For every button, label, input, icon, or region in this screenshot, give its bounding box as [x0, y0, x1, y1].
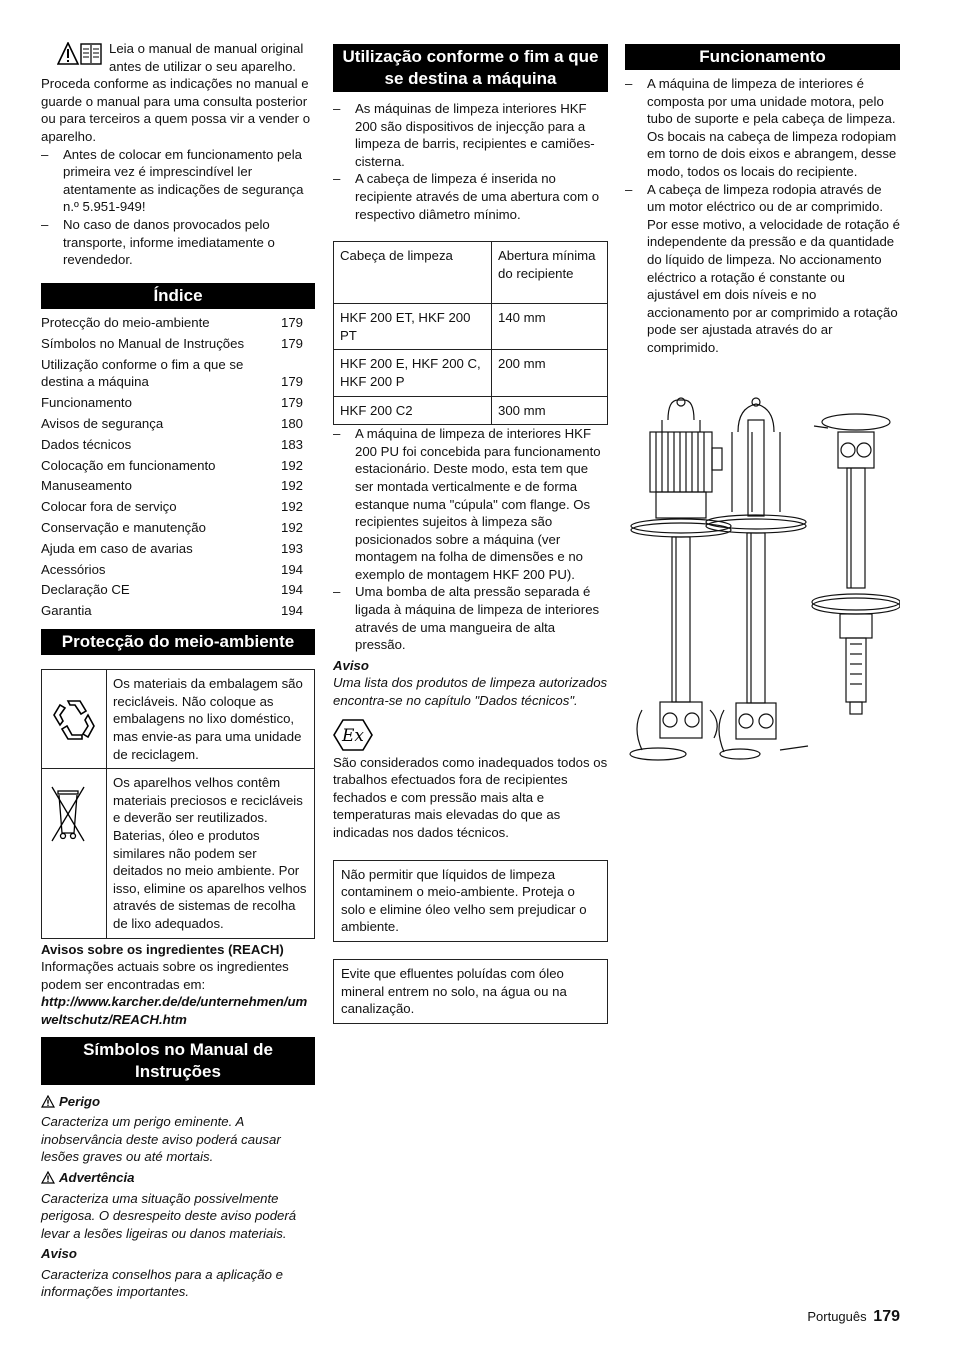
toc-row[interactable]: [41, 600, 315, 621]
intended-use-list-2: [333, 425, 608, 654]
machine-stationary: [812, 414, 900, 714]
toc-title: Utilização conforme o fim a que se destina a máquina: [41, 356, 244, 390]
function-list: [625, 75, 900, 357]
table-cell: HKF 200 E, HKF 200 C, HKF 200 P: [334, 350, 492, 396]
column-1: [41, 40, 315, 1301]
toc-page: 192: [281, 519, 304, 535]
note-label: Aviso: [333, 657, 369, 673]
list-item: – A cabeça de limpeza rodopia através de um motor eléctrico ou de ar comprimido. Por esse motivo, a velocidade de rotação é independente da pressão e da quantidade do líquido de limpeza. No accionamento eléctrico a rotação é constante ou ajustável em dois níveis e no accionamento por ar comprimido a rotação pode ser ajustada através do ar comprimido.: [625, 181, 900, 357]
table-cell: HKF 200 C2: [334, 396, 492, 425]
recycle-icon-cell: [42, 670, 107, 769]
toc-title: Dados técnicos: [41, 436, 132, 452]
symbols-heading: Símbolos no Manual de Instruções: [41, 1037, 315, 1085]
toc-title: Avisos de segurança: [41, 416, 164, 432]
machine-motor-driven: [630, 398, 731, 760]
disposal-text: Os aparelhos velhos contêm materiais preciosos e recicláveis e deverão ser reutilizados. Baterias, óleo e produtos similares não podem ser deitados no meio ambiente. Por isso, elimine os aparelhos velhos através de sistemas de recolha de lixo adequados.: [107, 769, 315, 938]
list-item: – No caso de danos provocados pelo transporte, informe imediatamente o revendedor.: [41, 216, 315, 269]
table-header-cell: Abertura mínima do recipiente: [492, 242, 608, 304]
toc-row[interactable]: [41, 393, 315, 414]
reach-title: Avisos sobre os ingredientes (REACH): [41, 941, 284, 957]
table-cell: HKF 200 ET, HKF 200 PT: [334, 304, 492, 350]
table-header-cell: Cabeça de limpeza: [334, 242, 492, 304]
index-heading: Índice: [41, 283, 315, 309]
toc-page: 183: [281, 436, 304, 452]
toc-page: 192: [281, 478, 304, 494]
list-item: – A máquina de limpeza de interiores é composta por uma unidade motora, pelo tubo de suporte e pela cabeça de limpeza. Os bocais na cabeça de limpeza rodopiam em torno de dois eixos e abrangem, desse modo, todos os locais do recipiente.: [625, 75, 900, 181]
column-2: [333, 44, 608, 1024]
intended-use-heading: Utilização conforme o fim a que se destina a máquina: [333, 44, 608, 92]
environment-table: [41, 669, 315, 938]
environment-heading: Protecção do meio-ambiente: [41, 629, 315, 655]
toc-title: Funcionamento: [41, 395, 132, 411]
list-item: – A cabeça de limpeza é inserida no recipiente através de uma abertura com o respectivo diâmetro mínimo.: [333, 170, 608, 223]
note-text: Uma lista dos produtos de limpeza autorizados encontra-se no capítulo "Dados técnicos".: [333, 675, 608, 709]
intro-block: [41, 40, 315, 146]
warning-icon: [41, 1171, 55, 1184]
toc-page: 179: [281, 374, 304, 390]
notice-text: Evite que efluentes poluídas com óleo mineral entrem no solo, na água ou na canalização.: [341, 965, 567, 1017]
recycle-text: Os materiais da embalagem são recicláveis. Não coloque as embalagens no lixo doméstico, mas envie-as para uma unidade de reciclagem.: [107, 670, 315, 769]
toc-page: 194: [281, 582, 304, 598]
toc-row[interactable]: [41, 434, 315, 455]
danger-icon: [41, 1095, 55, 1108]
intro-list: [41, 146, 315, 269]
machine-air-driven: [706, 398, 808, 759]
crossed-bin-icon: [48, 783, 88, 845]
toc-page: 192: [281, 499, 304, 515]
machine-illustration: [628, 392, 900, 772]
toc-row[interactable]: [41, 559, 315, 580]
toc-page: 180: [281, 416, 304, 432]
table-cell: 300 mm: [492, 396, 608, 425]
table-row: [42, 670, 315, 769]
warning-heading: [41, 1169, 315, 1187]
oil-notice-box: [333, 959, 608, 1024]
warning-book-icons: [57, 42, 103, 66]
reach-link[interactable]: http://www.karcher.de/de/unternehmen/umweltschutz/REACH.htm: [41, 994, 308, 1027]
toc-row[interactable]: [41, 354, 315, 392]
toc-page: 194: [281, 561, 304, 577]
intended-use-list: [333, 100, 608, 223]
ex-text: São considerados como inadequados todos os trabalhos efectuados fora de recipientes fechados e com pressão mais alta e temperaturas mais elevadas do que as indicadas nos dados técnicos.: [333, 754, 608, 840]
page-footer: [807, 1308, 900, 1326]
toc-row[interactable]: [41, 580, 315, 601]
toc-row[interactable]: [41, 455, 315, 476]
toc-page: 179: [281, 336, 304, 352]
toc-title: Colocação em funcionamento: [41, 457, 216, 473]
toc-title: Protecção do meio-ambiente: [41, 315, 210, 331]
ex-symbol-icon: [333, 718, 608, 752]
toc-title: Acessórios: [41, 561, 106, 577]
toc-row[interactable]: [41, 334, 315, 355]
intro-text: Leia o manual de manual original antes de utilizar o seu aparelho. Proceda conforme as indicações no manual e guarde o manual para uma consulta posterior ou para terceiros a quem possa vir a vender o aparelho.: [41, 41, 311, 144]
toc-title: Símbolos no Manual de Instruções: [41, 336, 245, 352]
recycle-icon: [48, 693, 100, 745]
table-row: [42, 769, 315, 938]
toc-title: Ajuda em caso de avarias: [41, 540, 193, 556]
note-label: Aviso: [41, 1246, 77, 1262]
toc-title: Manuseamento: [41, 478, 132, 494]
bin-icon-cell: [42, 769, 107, 938]
footer-language: Português: [807, 1309, 867, 1324]
toc-title: Colocar fora de serviço: [41, 499, 177, 515]
toc-row[interactable]: [41, 476, 315, 497]
warning-text: Caracteriza uma situação possivelmente perigosa. O desrespeito deste aviso poderá levar a lesões ligeiras ou danos materiais.: [41, 1190, 297, 1241]
environment-notice-box: [333, 860, 608, 942]
toc-page: 194: [281, 603, 304, 619]
toc-title: Declaração CE: [41, 582, 130, 598]
toc-row[interactable]: [41, 497, 315, 518]
notice-text: Não permitir que líquidos de limpeza contaminem o meio-ambiente. Proteja o solo e elimine óleo velho sem prejudicar o ambiente.: [341, 866, 587, 935]
toc-row[interactable]: [41, 517, 315, 538]
function-heading: Funcionamento: [625, 44, 900, 70]
list-item: – A máquina de limpeza de interiores HKF 200 PU foi concebida para funcionamento estacionário. Deste modo, esta tem que ser montada verticalmente e de forma estanque numa "cúpula" com flange. Os recipientes sujeitos à limpeza são posicionados sobre a máquina (ver montagem na folha de dimensões e no exemplo de montagem HKF 200 PU).: [333, 425, 608, 583]
svg-text:Ex: Ex: [342, 725, 364, 746]
table-header-row: [334, 242, 608, 304]
footer-page-number: 179: [873, 1308, 900, 1325]
list-item: – Uma bomba de alta pressão separada é ligada à máquina de limpeza de interiores através de uma mangueira de alta pressão.: [333, 583, 608, 653]
danger-heading: [41, 1093, 315, 1111]
toc-row[interactable]: [41, 538, 315, 559]
reach-text: Informações actuais sobre os ingredientes podem ser encontradas em:: [41, 959, 289, 992]
warning-label: Advertência: [59, 1169, 135, 1185]
table-of-contents: [41, 313, 315, 622]
list-item: – Antes de colocar em funcionamento pela primeira vez é imprescindível ler atentamente as indicações de segurança n.º 5.951-949!: [41, 146, 315, 216]
opening-table: [333, 241, 608, 425]
table-row: [334, 350, 608, 396]
note-text: Caracteriza conselhos para a aplicação e informações importantes.: [41, 1266, 283, 1300]
toc-title: Garantia: [41, 603, 92, 619]
column-3: [625, 44, 900, 357]
table-row: [334, 396, 608, 425]
danger-label: Perigo: [59, 1093, 101, 1109]
toc-page: 192: [281, 457, 304, 473]
table-cell: 140 mm: [492, 304, 608, 350]
toc-title: Conservação e manutenção: [41, 519, 206, 535]
toc-page: 193: [281, 540, 304, 556]
toc-row[interactable]: [41, 413, 315, 434]
list-item: – As máquinas de limpeza interiores HKF 200 são dispositivos de injecção para a limpeza de barris, recipientes e camiões-cisterna.: [333, 100, 608, 170]
table-row: [334, 304, 608, 350]
danger-text: Caracteriza um perigo eminente. A inobservância deste aviso poderá causar lesões graves ou até mortais.: [41, 1114, 281, 1165]
toc-page: 179: [281, 315, 304, 331]
toc-row[interactable]: [41, 313, 315, 334]
toc-page: 179: [281, 395, 304, 411]
table-cell: 200 mm: [492, 350, 608, 396]
